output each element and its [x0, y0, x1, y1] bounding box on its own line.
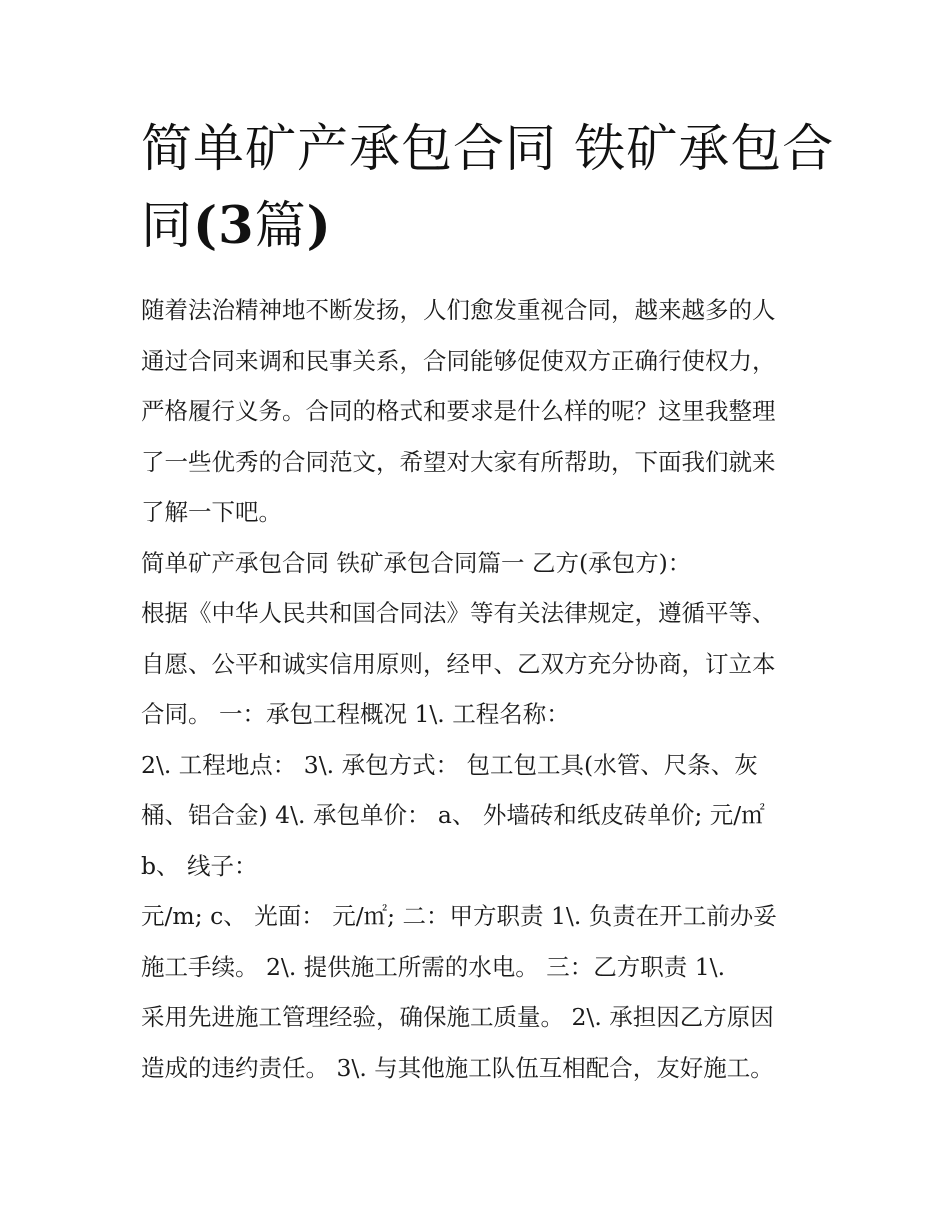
text-line: 了一些优秀的合同范文，希望对大家有所帮助，下面我们就来 [141, 447, 776, 476]
text-line: 合同。 一：承包工程概况 1\. 工程名称： [141, 700, 570, 728]
text-line: 严格履行义务。合同的格式和要求是什么样的呢？这里我整理 [141, 397, 776, 425]
text-line: 通过合同来调和民事关系，合同能够促使双方正确行使权力， [141, 346, 776, 375]
text-line: 施工手续。 2\. 提供施工所需的水电。 三：乙方职责 1\. [141, 952, 726, 981]
text-line: 根据《中华人民共和国合同法》等有关法律规定，遵循平等、 [141, 599, 776, 627]
title-line-2-suffix: ) [306, 196, 332, 256]
text-line: 自愿、公平和诚实信用原则，经甲、乙双方充分协商，订立本 [141, 649, 776, 678]
text-line: 造成的违约责任。 3\. 与其他施工队伍互相配合，友好施工。 [141, 1053, 774, 1082]
text-line: 桶、铝合金) 4\. 承包单价： a、 外墙砖和纸皮砖单价; 元/㎡ [141, 801, 765, 829]
text-line: b、 线子： [141, 851, 258, 880]
title-line-2-prefix: 同 [141, 197, 194, 256]
title-line-2 [141, 188, 821, 265]
text-line: 采用先进施工管理经验，确保施工质量。 2\. 承担因乙方原因 [141, 1003, 774, 1031]
text-line: 元/m; c、 光面： 元/㎡; 二：甲方职责 1\. 负责在开工前办妥 [141, 902, 777, 930]
title-line-1: 简单矿产承包合同 铁矿承包合 [141, 120, 835, 179]
title-line-2-middle: 篇 [254, 197, 307, 256]
document-body [141, 285, 821, 1093]
document-page [141, 112, 835, 1093]
section-heading-line: 简单矿产承包合同 铁矿承包合同篇一 乙方(承包方)： [141, 548, 692, 577]
text-line: 随着法治精神地不断发扬，人们愈发重视合同，越来越多的人 [141, 296, 776, 324]
title-line-2-bold: (3 [193, 196, 255, 256]
text-line: 2\. 工程地点： 3\. 承包方式： 包工包工具(水管、尺条、灰 [141, 750, 758, 779]
document-title [141, 112, 835, 265]
text-line: 了解一下吧。 [141, 498, 282, 526]
